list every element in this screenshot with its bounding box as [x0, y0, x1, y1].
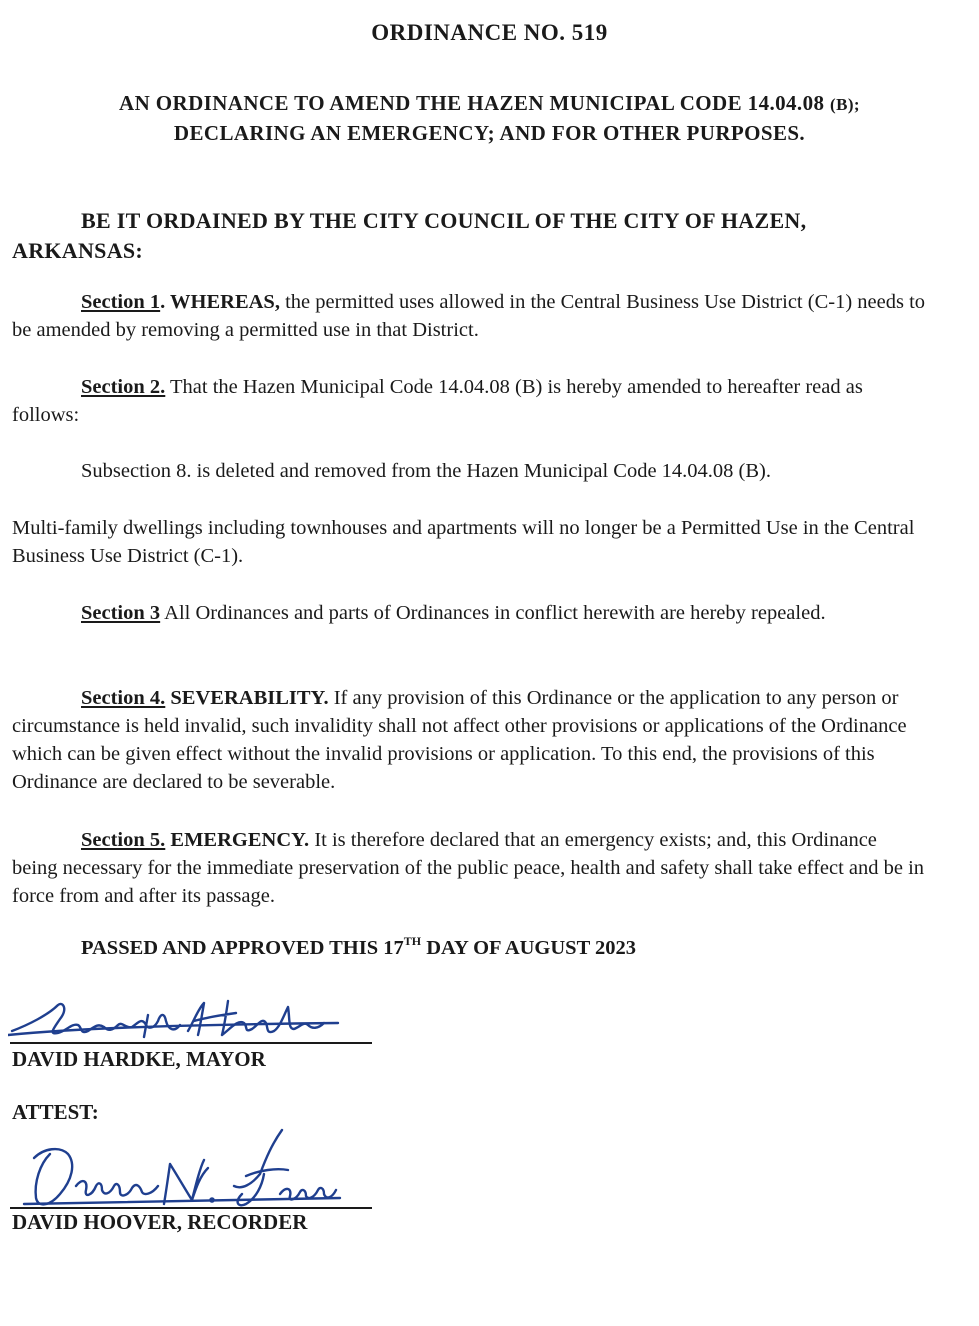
passed-approved-line	[81, 934, 636, 960]
section-3	[12, 599, 927, 627]
passed-before: PASSED AND APPROVED THIS 17	[81, 937, 404, 959]
attest-label: ATTEST:	[12, 1100, 99, 1124]
enacting-clause: BE IT ORDAINED BY THE CITY COUNCIL OF THE CITY OF HAZEN, ARKANSAS:	[12, 208, 807, 263]
recorder-signature	[20, 1124, 350, 1214]
subtitle-line-2: DECLARING AN EMERGENCY; AND FOR OTHER PURPOSES.	[173, 121, 806, 145]
section-1-lead: . WHEREAS,	[160, 291, 280, 313]
section-4	[12, 684, 927, 796]
section-5	[12, 826, 927, 910]
section-2-label: Section 2.	[81, 376, 166, 398]
document-title: ORDINANCE NO. 519	[371, 20, 608, 45]
section-5-label: Section 5.	[81, 829, 166, 851]
recorder-signature-image	[20, 1124, 350, 1214]
multi-family-text: Multi-family dwellings including townhouses and apartments will no longer be a Permitted Use in the Central Business Use District (C-1).	[12, 517, 915, 567]
mayor-signature-line	[10, 1042, 372, 1044]
passed-sup: TH	[403, 934, 422, 948]
section-5-text: It is therefore declared that an emergency exists; and, this Ordinance being necessary for the immediate preservation of the public peace, health and safety shall take effect and be in force from and after its passage.	[12, 829, 925, 907]
section-1-text: the permitted uses allowed in the Central Business Use District (C-1) needs to be amended by removing a permitted use in that District.	[12, 291, 926, 341]
section-2	[12, 373, 927, 429]
section-3-label: Section 3	[81, 602, 161, 624]
recorder-name: DAVID HOOVER, RECORDER	[12, 1210, 308, 1234]
section-5-lead: EMERGENCY.	[165, 829, 310, 851]
recorder-signature-line	[10, 1207, 372, 1209]
section-3-text: All Ordinances and parts of Ordinances in conflict herewith are hereby repealed.	[160, 602, 826, 624]
subtitle-line-1	[0, 89, 979, 119]
mayor-name: DAVID HARDKE, MAYOR	[12, 1047, 266, 1071]
subsection-text: Subsection 8. is deleted and removed from the Hazen Municipal Code 14.04.08 (B).	[81, 460, 772, 482]
section-4-text: If any provision of this Ordinance or the application to any person or circumstance is held invalid, such invalidity shall not affect other provisions or applications of the Ordinance which can be given effect without the invalid provisions or application. To this end, the provisions of this Ordinance are declared to be severable.	[12, 687, 907, 793]
subtitle-line-1-small: (B);	[830, 95, 860, 114]
section-1	[12, 288, 927, 344]
passed-after: DAY OF AUGUST 2023	[421, 937, 637, 959]
subtitle-line-1-main: AN ORDINANCE TO AMEND THE HAZEN MUNICIPAL CODE 14.04.08	[119, 91, 831, 115]
section-2-text: That the Hazen Municipal Code 14.04.08 (B) is hereby amended to hereafter read as follows:	[12, 376, 863, 426]
section-4-label: Section 4.	[81, 687, 166, 709]
section-1-label: Section 1	[81, 291, 161, 313]
document-subtitle	[0, 89, 979, 148]
section-4-lead: SEVERABILITY.	[165, 687, 329, 709]
